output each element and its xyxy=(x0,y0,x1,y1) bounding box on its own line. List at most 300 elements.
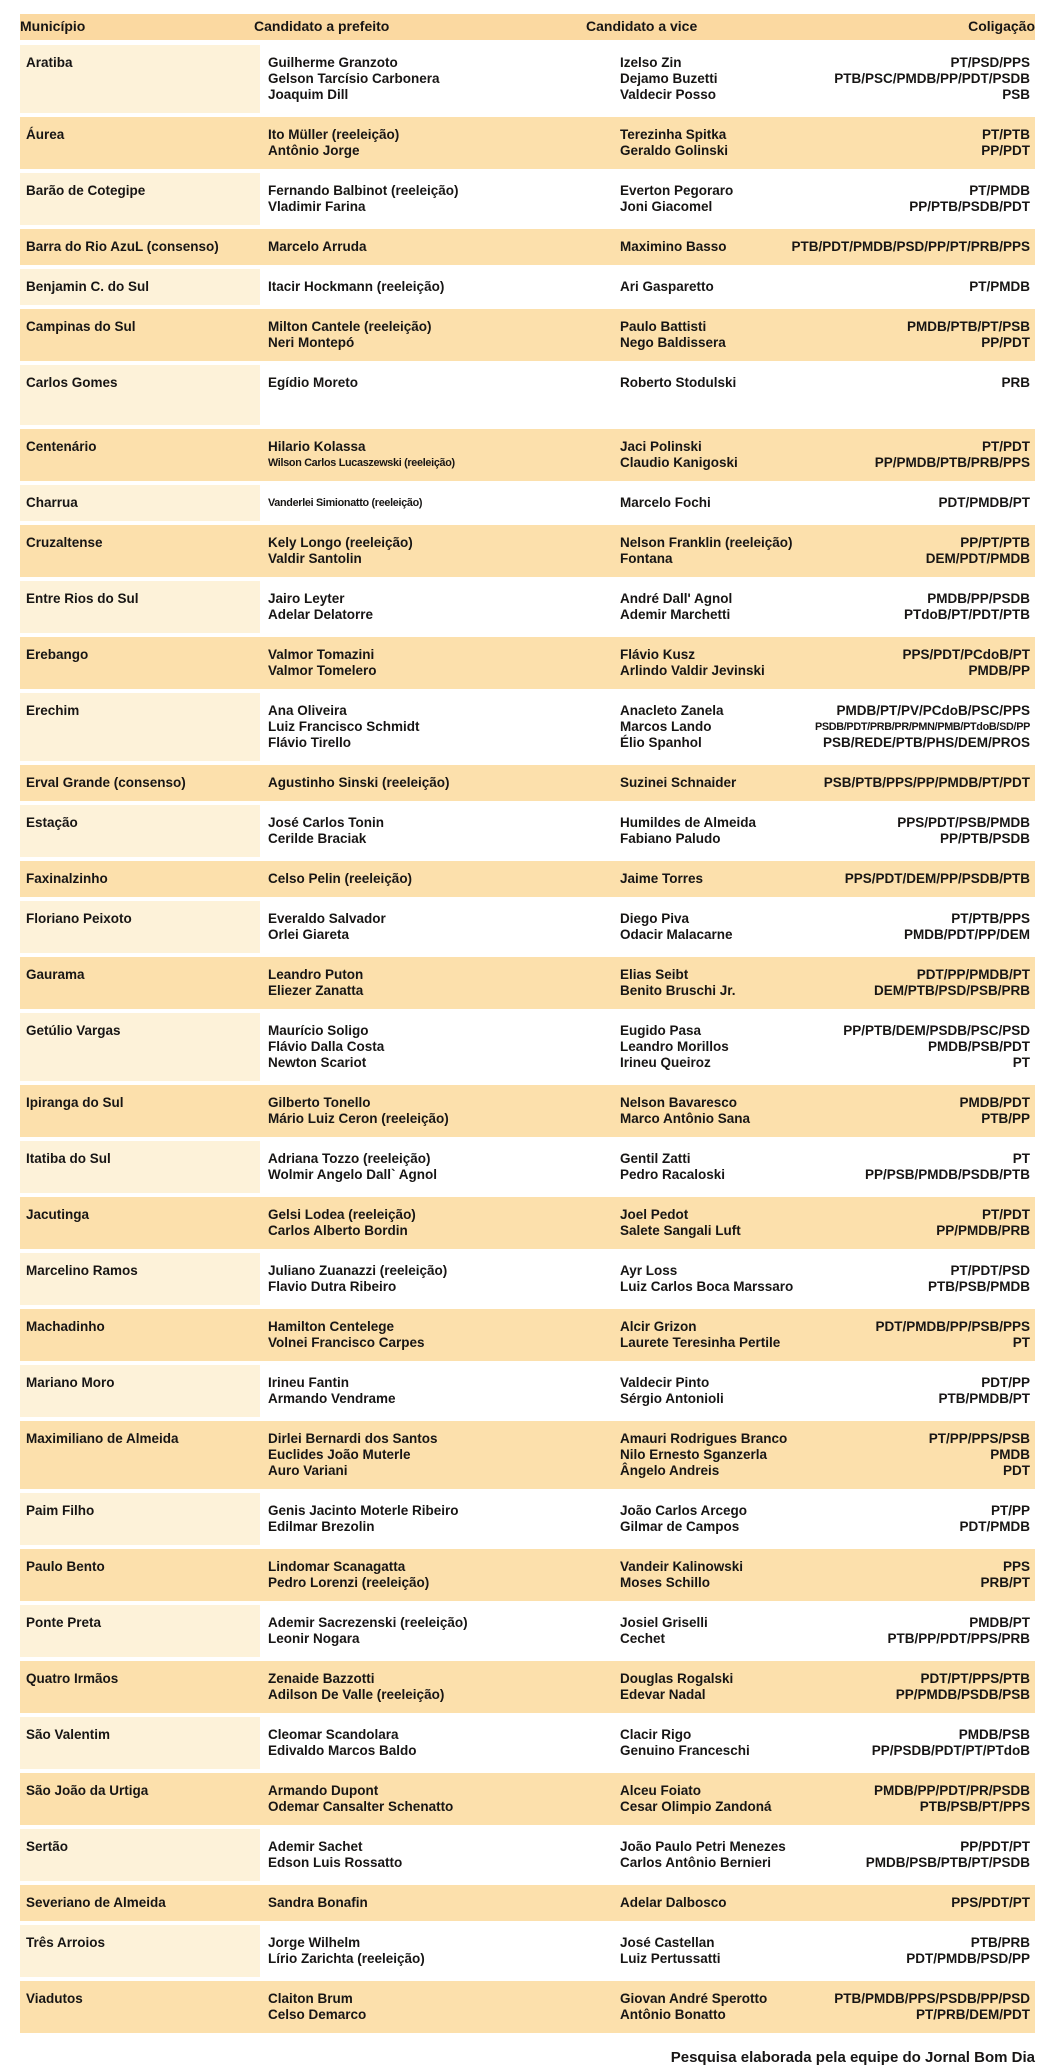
coligacao-cell xyxy=(824,765,1035,801)
vice-candidate: Geraldo Golinski xyxy=(620,143,729,158)
coligacao-cell xyxy=(897,805,1035,857)
prefeito-cell xyxy=(260,365,600,425)
vice-cell xyxy=(600,1309,867,1361)
prefeito-candidate: Luiz Francisco Schmidt xyxy=(268,719,420,734)
municipio-cell xyxy=(20,309,260,361)
table-row xyxy=(20,1309,1035,1361)
coligacao-cell xyxy=(872,1717,1035,1769)
coligacao-parties: PTB/PSB/PT/PPS xyxy=(919,1799,1030,1814)
prefeito-candidate: Wolmir Angelo Dall` Agnol xyxy=(268,1167,437,1182)
municipio-name: Erebango xyxy=(26,647,89,662)
prefeito-candidate: Pedro Lorenzi (reeleição) xyxy=(268,1575,430,1590)
coligacao-parties: PTB/PSB/PMDB xyxy=(927,1279,1030,1294)
vice-candidate: Izelso Zin xyxy=(620,55,682,70)
municipio-cell xyxy=(20,1717,260,1769)
vice-candidate: Leandro Morillos xyxy=(620,1039,729,1054)
coligacao-parties: PDT/PMDB/PSD/PP xyxy=(906,1951,1030,1966)
municipio-cell xyxy=(20,581,260,633)
prefeito-candidate: Claiton Brum xyxy=(268,1991,353,2006)
prefeito-candidate: Fernando Balbinot (reeleição) xyxy=(268,183,459,198)
table-header xyxy=(20,14,1035,40)
table-row xyxy=(20,861,1035,897)
municipio-cell xyxy=(20,1981,260,2033)
coligacao-cell xyxy=(834,1981,1035,2033)
table-row xyxy=(20,117,1035,169)
table-row xyxy=(20,805,1035,857)
municipio-name: Mariano Moro xyxy=(26,1375,115,1390)
vice-candidate: Fabiano Paludo xyxy=(620,831,721,846)
vice-candidate: Joni Giacomel xyxy=(620,199,713,214)
coligacao-parties: PPS xyxy=(1002,1559,1030,1574)
vice-cell xyxy=(600,637,894,689)
coligacao-cell xyxy=(865,1141,1035,1193)
prefeito-candidate: Hamilton Centelege xyxy=(268,1319,395,1334)
prefeito-candidate: Ito Müller (reeleição) xyxy=(268,127,400,142)
vice-cell xyxy=(600,45,826,113)
coligacao-parties: PTB/PSC/PMDB/PP/PDT/PSDB xyxy=(834,71,1030,86)
prefeito-cell xyxy=(260,581,600,633)
table-row xyxy=(20,1493,1035,1545)
vice-candidate: Nelson Franklin (reeleição) xyxy=(620,535,793,550)
prefeito-candidate: Flavio Dutra Ribeiro xyxy=(268,1279,397,1294)
vice-candidate: Arlindo Valdir Jevinski xyxy=(620,663,765,678)
vice-candidate: Cechet xyxy=(620,1631,666,1646)
prefeito-cell xyxy=(260,637,600,689)
prefeito-candidate: Hilario Kolassa xyxy=(268,439,366,454)
prefeito-candidate: Milton Cantele (reeleição) xyxy=(268,319,432,334)
prefeito-candidate: Lindomar Scanagatta xyxy=(268,1559,406,1574)
coligacao-cell xyxy=(866,1829,1035,1881)
coligacao-parties: PDT/PP xyxy=(981,1375,1030,1390)
vice-cell xyxy=(600,117,973,169)
prefeito-candidate: Edivaldo Marcos Baldo xyxy=(268,1743,417,1758)
vice-candidate: Edevar Nadal xyxy=(620,1687,706,1702)
prefeito-candidate: Everaldo Salvador xyxy=(268,911,386,926)
coligacao-parties: PPS/PDT/PCdoB/PT xyxy=(902,647,1030,662)
vice-candidate: Eugido Pasa xyxy=(620,1023,702,1038)
vice-candidate: André Dall' Agnol xyxy=(620,591,733,606)
vice-candidate: Luiz Carlos Boca Marssaro xyxy=(620,1279,794,1294)
coligacao-parties: PTB/PMDB/PPS/PSDB/PP/PSD xyxy=(834,1991,1030,2006)
municipio-name: Três Arroios xyxy=(26,1935,106,1950)
coligacao-cell xyxy=(981,117,1035,169)
municipio-name: Erval Grande (consenso) xyxy=(26,775,186,790)
vice-candidate: Humildes de Almeida xyxy=(620,815,757,830)
table-row xyxy=(20,1085,1035,1137)
prefeito-cell xyxy=(260,1013,600,1081)
vice-candidate: Dejamo Buzetti xyxy=(620,71,718,86)
prefeito-cell xyxy=(260,117,600,169)
vice-candidate: Pedro Racaloski xyxy=(620,1167,726,1182)
coligacao-cell xyxy=(791,229,1035,265)
table-row xyxy=(20,173,1035,225)
vice-candidate: Benito Bruschi Jr. xyxy=(620,983,736,998)
footer-credit: Pesquisa elaborada pela equipe do Jornal Bom Dia xyxy=(670,2049,1035,2066)
vice-cell xyxy=(600,1493,952,1545)
coligacao-parties: PMDB/PSB xyxy=(958,1727,1030,1742)
table-row xyxy=(20,1981,1035,2033)
table-row xyxy=(20,957,1035,1009)
coligacao-cell xyxy=(843,1013,1035,1081)
coligacao-parties: PP/PTB/DEM/PSDB/PSC/PSD xyxy=(843,1023,1030,1038)
coligacao-parties: PP/PMDB/PSDB/PSB xyxy=(895,1687,1030,1702)
table-row xyxy=(20,1549,1035,1601)
municipio-name: Barão de Cotegipe xyxy=(26,183,146,198)
vice-candidate: Giovan André Sperotto xyxy=(620,1991,768,2006)
coligacao-cell xyxy=(834,45,1035,113)
prefeito-candidate: Ademir Sacrezenski (reeleição) xyxy=(268,1615,468,1630)
municipio-cell xyxy=(20,45,260,113)
municipio-cell xyxy=(20,1493,260,1545)
municipio-cell xyxy=(20,1253,260,1305)
vice-candidate: Adelar Dalbosco xyxy=(620,1895,727,1910)
vice-candidate: Suzinei Schnaider xyxy=(620,775,737,790)
vice-cell xyxy=(600,173,901,225)
table-body xyxy=(20,45,1035,2033)
coligacao-parties: PMDB/PP xyxy=(968,663,1030,678)
prefeito-cell xyxy=(260,1829,600,1881)
vice-candidate: Genuino Franceschi xyxy=(620,1743,750,1758)
vice-candidate: Ayr Loss xyxy=(620,1263,678,1278)
coligacao-cell xyxy=(909,173,1035,225)
municipio-cell xyxy=(20,1309,260,1361)
vice-candidate: Antônio Bonatto xyxy=(620,2007,726,2022)
vice-candidate: Gilmar de Campos xyxy=(620,1519,740,1534)
coligacao-parties: PMDB/PSB/PTB/PT/PSDB xyxy=(865,1855,1030,1870)
municipio-name: Estação xyxy=(26,815,78,830)
coligacao-parties: PT/PDT xyxy=(981,439,1030,454)
coligacao-parties: PDT/PMDB/PT xyxy=(938,495,1030,510)
coligacao-cell xyxy=(887,1605,1035,1657)
vice-cell xyxy=(600,1773,866,1825)
municipio-name: Sertão xyxy=(26,1839,69,1854)
vice-cell xyxy=(600,1717,864,1769)
coligacao-cell xyxy=(904,581,1035,633)
prefeito-cell xyxy=(260,1253,600,1305)
coligacao-cell xyxy=(938,485,1035,521)
vice-candidate: Marco Antônio Sana xyxy=(620,1111,751,1126)
municipio-name: Faxinalzinho xyxy=(26,871,108,886)
coligacao-parties: PMDB/PT/PV/PCdoB/PSC/PPS xyxy=(836,703,1030,718)
header-vice: Candidato a vice xyxy=(586,18,698,34)
prefeito-candidate: José Carlos Tonin xyxy=(268,815,385,830)
coligacao-parties: DEM/PDT/PMDB xyxy=(925,551,1030,566)
coligacao-parties: PSB xyxy=(1002,87,1030,102)
municipio-cell xyxy=(20,1925,260,1977)
prefeito-cell xyxy=(260,1085,600,1137)
prefeito-candidate: Celso Demarco xyxy=(268,2007,367,2022)
coligacao-parties: PP/PSB/PMDB/PSDB/PTB xyxy=(864,1167,1030,1182)
vice-cell xyxy=(600,1549,972,1601)
table-row xyxy=(20,309,1035,361)
coligacao-parties: PTB/PP xyxy=(981,1111,1030,1126)
municipio-cell xyxy=(20,901,260,953)
prefeito-candidate: Jairo Leyter xyxy=(268,591,345,606)
vice-candidate: José Castellan xyxy=(620,1935,715,1950)
prefeito-candidate: Genis Jacinto Moterle Ribeiro xyxy=(268,1503,459,1518)
coligacao-parties: PP/PMDB/PTB/PRB/PPS xyxy=(874,455,1030,470)
municipio-name: Benjamin C. do Sul xyxy=(26,279,150,294)
municipio-name: Paim Filho xyxy=(26,1503,95,1518)
vice-candidate: Alcir Grizon xyxy=(620,1319,697,1334)
vice-cell xyxy=(600,429,867,481)
vice-cell xyxy=(600,1253,920,1305)
coligacao-parties: DEM/PTB/PSD/PSB/PRB xyxy=(873,983,1030,998)
vice-candidate: Everton Pegoraro xyxy=(620,183,734,198)
prefeito-cell xyxy=(260,485,600,521)
prefeito-candidate: Armando Vendrame xyxy=(268,1391,396,1406)
vice-candidate: Odacir Malacarne xyxy=(620,927,733,942)
coligacao-parties: PPS/PDT/DEM/PP/PSDB/PTB xyxy=(844,871,1030,886)
municipio-cell xyxy=(20,365,260,425)
coligacao-parties: PMDB xyxy=(990,1447,1030,1462)
coligacao-parties: PDT/PP/PMDB/PT xyxy=(916,967,1030,982)
vice-cell xyxy=(600,693,807,761)
municipio-name: Floriano Peixoto xyxy=(26,911,132,926)
coligacao-parties: PMDB/PDT xyxy=(959,1095,1030,1110)
vice-cell xyxy=(600,229,783,265)
prefeito-candidate: Egídio Moreto xyxy=(268,375,358,390)
prefeito-candidate: Edson Luis Rossatto xyxy=(268,1855,403,1870)
vice-candidate: Gentil Zatti xyxy=(620,1151,691,1166)
prefeito-candidate: Auro Variani xyxy=(268,1463,348,1478)
prefeito-cell xyxy=(260,1197,600,1249)
coligacao-cell xyxy=(874,1773,1035,1825)
vice-candidate: João Carlos Arcego xyxy=(620,1503,748,1518)
prefeito-candidate: Adriana Tozzo (reeleição) xyxy=(268,1151,431,1166)
prefeito-cell xyxy=(260,309,600,361)
coligacao-cell xyxy=(1001,365,1035,425)
coligacao-cell xyxy=(907,309,1035,361)
municipio-cell xyxy=(20,229,260,265)
prefeito-candidate: Ana Oliveira xyxy=(268,703,347,718)
vice-candidate: Salete Sangali Luft xyxy=(620,1223,741,1238)
vice-candidate: Flávio Kusz xyxy=(620,647,696,662)
table-row xyxy=(20,1421,1035,1489)
coligacao-parties: PRB/PT xyxy=(980,1575,1030,1590)
municipio-name: Erechim xyxy=(26,703,80,718)
header-prefeito: Candidato a prefeito xyxy=(254,18,390,34)
table-row xyxy=(20,485,1035,521)
prefeito-candidate: Mário Luiz Ceron (reeleição) xyxy=(268,1111,449,1126)
prefeito-candidate: Zenaide Bazzotti xyxy=(268,1671,375,1686)
prefeito-candidate: Lírio Zarichta (reeleição) xyxy=(268,1951,425,1966)
vice-candidate: Diego Piva xyxy=(620,911,690,926)
coligacao-parties: PRB xyxy=(1001,375,1030,390)
table-row xyxy=(20,1605,1035,1657)
prefeito-candidate: Sandra Bonafin xyxy=(268,1895,368,1910)
coligacao-parties: PT xyxy=(1012,1151,1030,1166)
municipio-name: Getúlio Vargas xyxy=(26,1023,121,1038)
municipio-cell xyxy=(20,861,260,897)
coligacao-parties: PMDB/PP/PDT/PR/PSDB xyxy=(873,1783,1030,1798)
prefeito-candidate: Antônio Jorge xyxy=(268,143,360,158)
coligacao-parties: PT/PRB/DEM/PDT xyxy=(915,2007,1030,2022)
table-row xyxy=(20,269,1035,305)
vice-cell xyxy=(600,365,993,425)
coligacao-parties: PSB/REDE/PTB/PHS/DEM/PROS xyxy=(822,735,1030,750)
prefeito-candidate: Edilmar Brezolin xyxy=(268,1519,375,1534)
prefeito-cell xyxy=(260,429,600,481)
coligacao-cell xyxy=(926,525,1035,577)
vice-cell xyxy=(600,269,961,305)
prefeito-candidate: Wilson Carlos Lucaszewski (reeleição) xyxy=(268,457,455,469)
prefeito-candidate: Flávio Tirello xyxy=(268,735,352,750)
prefeito-candidate: Gelsi Lodea (reeleição) xyxy=(268,1207,416,1222)
municipio-cell xyxy=(20,429,260,481)
candidates-table xyxy=(20,14,1035,2033)
vice-candidate: Douglas Rogalski xyxy=(620,1671,734,1686)
municipio-name: São João da Urtiga xyxy=(26,1783,149,1798)
coligacao-parties: PMDB/PDT/PP/DEM xyxy=(903,927,1030,942)
prefeito-candidate: Valmor Tomazini xyxy=(268,647,375,662)
prefeito-cell xyxy=(260,861,600,897)
vice-candidate: Marcos Lando xyxy=(620,719,712,734)
coligacao-parties: PP/PDT xyxy=(981,143,1030,158)
prefeito-candidate: Joaquim Dill xyxy=(268,87,349,102)
municipio-cell xyxy=(20,1421,260,1489)
prefeito-candidate: Gelson Tarcísio Carbonera xyxy=(268,71,440,86)
table-row xyxy=(20,693,1035,761)
coligacao-parties: PP/PTB/PSDB/PDT xyxy=(909,199,1030,214)
vice-cell xyxy=(600,485,930,521)
coligacao-cell xyxy=(845,861,1035,897)
municipio-name: Paulo Bento xyxy=(26,1559,105,1574)
prefeito-candidate: Cerilde Braciak xyxy=(268,831,367,846)
coligacao-parties: PT xyxy=(1012,1055,1030,1070)
table-row xyxy=(20,1141,1035,1193)
municipio-name: Campinas do Sul xyxy=(26,319,136,334)
prefeito-candidate: Guilherme Granzoto xyxy=(268,55,398,70)
table-row xyxy=(20,637,1035,689)
prefeito-candidate: Itacir Hockmann (reeleição) xyxy=(268,279,445,294)
prefeito-candidate: Ademir Sachet xyxy=(268,1839,363,1854)
municipio-name: Aratiba xyxy=(26,55,73,70)
municipio-name: Charrua xyxy=(26,495,78,510)
municipio-cell xyxy=(20,525,260,577)
prefeito-candidate: Adelar Delatorre xyxy=(268,607,374,622)
prefeito-cell xyxy=(260,901,600,953)
vice-cell xyxy=(600,1085,952,1137)
prefeito-cell xyxy=(260,1421,600,1489)
table-row xyxy=(20,229,1035,265)
vice-cell xyxy=(600,1013,835,1081)
vice-candidate: Sérgio Antonioli xyxy=(620,1391,724,1406)
vice-candidate: Ari Gasparetto xyxy=(620,279,714,294)
coligacao-parties: PTB/PDT/PMDB/PSD/PP/PT/PRB/PPS xyxy=(791,239,1030,254)
coligacao-cell xyxy=(875,1309,1035,1361)
vice-candidate: Terezinha Spitka xyxy=(620,127,727,142)
vice-cell xyxy=(600,1925,898,1977)
municipio-cell xyxy=(20,1365,260,1417)
vice-candidate: Claudio Kanigoski xyxy=(620,455,738,470)
coligacao-cell xyxy=(815,693,1035,761)
vice-candidate: Nelson Bavaresco xyxy=(620,1095,738,1110)
municipio-cell xyxy=(20,765,260,801)
vice-cell xyxy=(600,861,837,897)
vice-candidate: Cesar Olimpio Zandoná xyxy=(620,1799,772,1814)
prefeito-candidate: Cleomar Scandolara xyxy=(268,1727,399,1742)
vice-cell xyxy=(600,1661,888,1713)
municipio-name: Machadinho xyxy=(26,1319,105,1334)
coligacao-parties: PP/PSDB/PDT/PT/PTdoB xyxy=(871,1743,1030,1758)
municipio-name: Itatiba do Sul xyxy=(26,1151,111,1166)
vice-cell xyxy=(600,1829,858,1881)
prefeito-candidate: Irineu Fantin xyxy=(268,1375,349,1390)
header-coligacao: Coligação xyxy=(968,18,1035,34)
vice-candidate: Moses Schillo xyxy=(620,1575,711,1590)
prefeito-cell xyxy=(260,1141,600,1193)
vice-candidate: Elias Seibt xyxy=(620,967,689,982)
vice-cell xyxy=(600,581,896,633)
municipio-name: Ipiranga do Sul xyxy=(26,1095,124,1110)
coligacao-parties: PT/PP xyxy=(990,1503,1030,1518)
coligacao-cell xyxy=(875,429,1035,481)
coligacao-cell xyxy=(906,1925,1035,1977)
prefeito-candidate: Neri Montepó xyxy=(268,335,355,350)
table-row xyxy=(20,429,1035,481)
vice-candidate: Anacleto Zanela xyxy=(620,703,724,718)
vice-cell xyxy=(600,957,866,1009)
coligacao-cell xyxy=(960,1493,1036,1545)
municipio-cell xyxy=(20,1605,260,1657)
municipio-cell xyxy=(20,173,260,225)
coligacao-cell xyxy=(951,1885,1035,1921)
vice-cell xyxy=(600,309,899,361)
municipio-name: Marcelino Ramos xyxy=(26,1263,138,1278)
table-row xyxy=(20,365,1035,425)
vice-candidate: Élio Spanhol xyxy=(620,735,702,750)
municipio-name: Viadutos xyxy=(26,1991,83,2006)
coligacao-parties: PDT/PT/PPS/PTB xyxy=(920,1671,1030,1686)
table-row xyxy=(20,1925,1035,1977)
coligacao-parties: PP/PDT xyxy=(981,335,1030,350)
prefeito-cell xyxy=(260,1773,600,1825)
municipio-name: Maximiliano de Almeida xyxy=(26,1431,179,1446)
vice-candidate: Ângelo Andreis xyxy=(620,1463,720,1478)
header-municipio: Município xyxy=(20,18,86,34)
vice-cell xyxy=(600,1365,930,1417)
coligacao-parties: PT/PDT/PSD xyxy=(950,1263,1030,1278)
prefeito-cell xyxy=(260,1493,600,1545)
vice-candidate: Marcelo Fochi xyxy=(620,495,711,510)
municipio-name: Carlos Gomes xyxy=(26,375,118,390)
prefeito-cell xyxy=(260,229,600,265)
prefeito-candidate: Marcelo Arruda xyxy=(268,239,367,254)
municipio-name: São Valentim xyxy=(26,1727,111,1742)
prefeito-cell xyxy=(260,525,600,577)
vice-candidate: Nilo Ernesto Sganzerla xyxy=(620,1447,768,1462)
prefeito-candidate: Flávio Dalla Costa xyxy=(268,1039,385,1054)
coligacao-cell xyxy=(874,957,1035,1009)
prefeito-candidate: Valmor Tomelero xyxy=(268,663,377,678)
vice-cell xyxy=(600,1197,928,1249)
municipio-cell xyxy=(20,1085,260,1137)
municipio-cell xyxy=(20,1141,260,1193)
table-row xyxy=(20,1253,1035,1305)
coligacao-cell xyxy=(980,1549,1035,1601)
coligacao-cell xyxy=(929,1421,1035,1489)
municipio-cell xyxy=(20,269,260,305)
prefeito-cell xyxy=(260,1365,600,1417)
municipio-name: Centenário xyxy=(26,439,97,454)
coligacao-parties: PMDB/PTB/PT/PSB xyxy=(906,319,1030,334)
municipio-name: Ponte Preta xyxy=(26,1615,102,1630)
coligacao-cell xyxy=(904,901,1035,953)
prefeito-candidate: Orlei Giareta xyxy=(268,927,350,942)
vice-cell xyxy=(600,765,816,801)
coligacao-parties: PPS/PDT/PT xyxy=(951,1895,1030,1910)
